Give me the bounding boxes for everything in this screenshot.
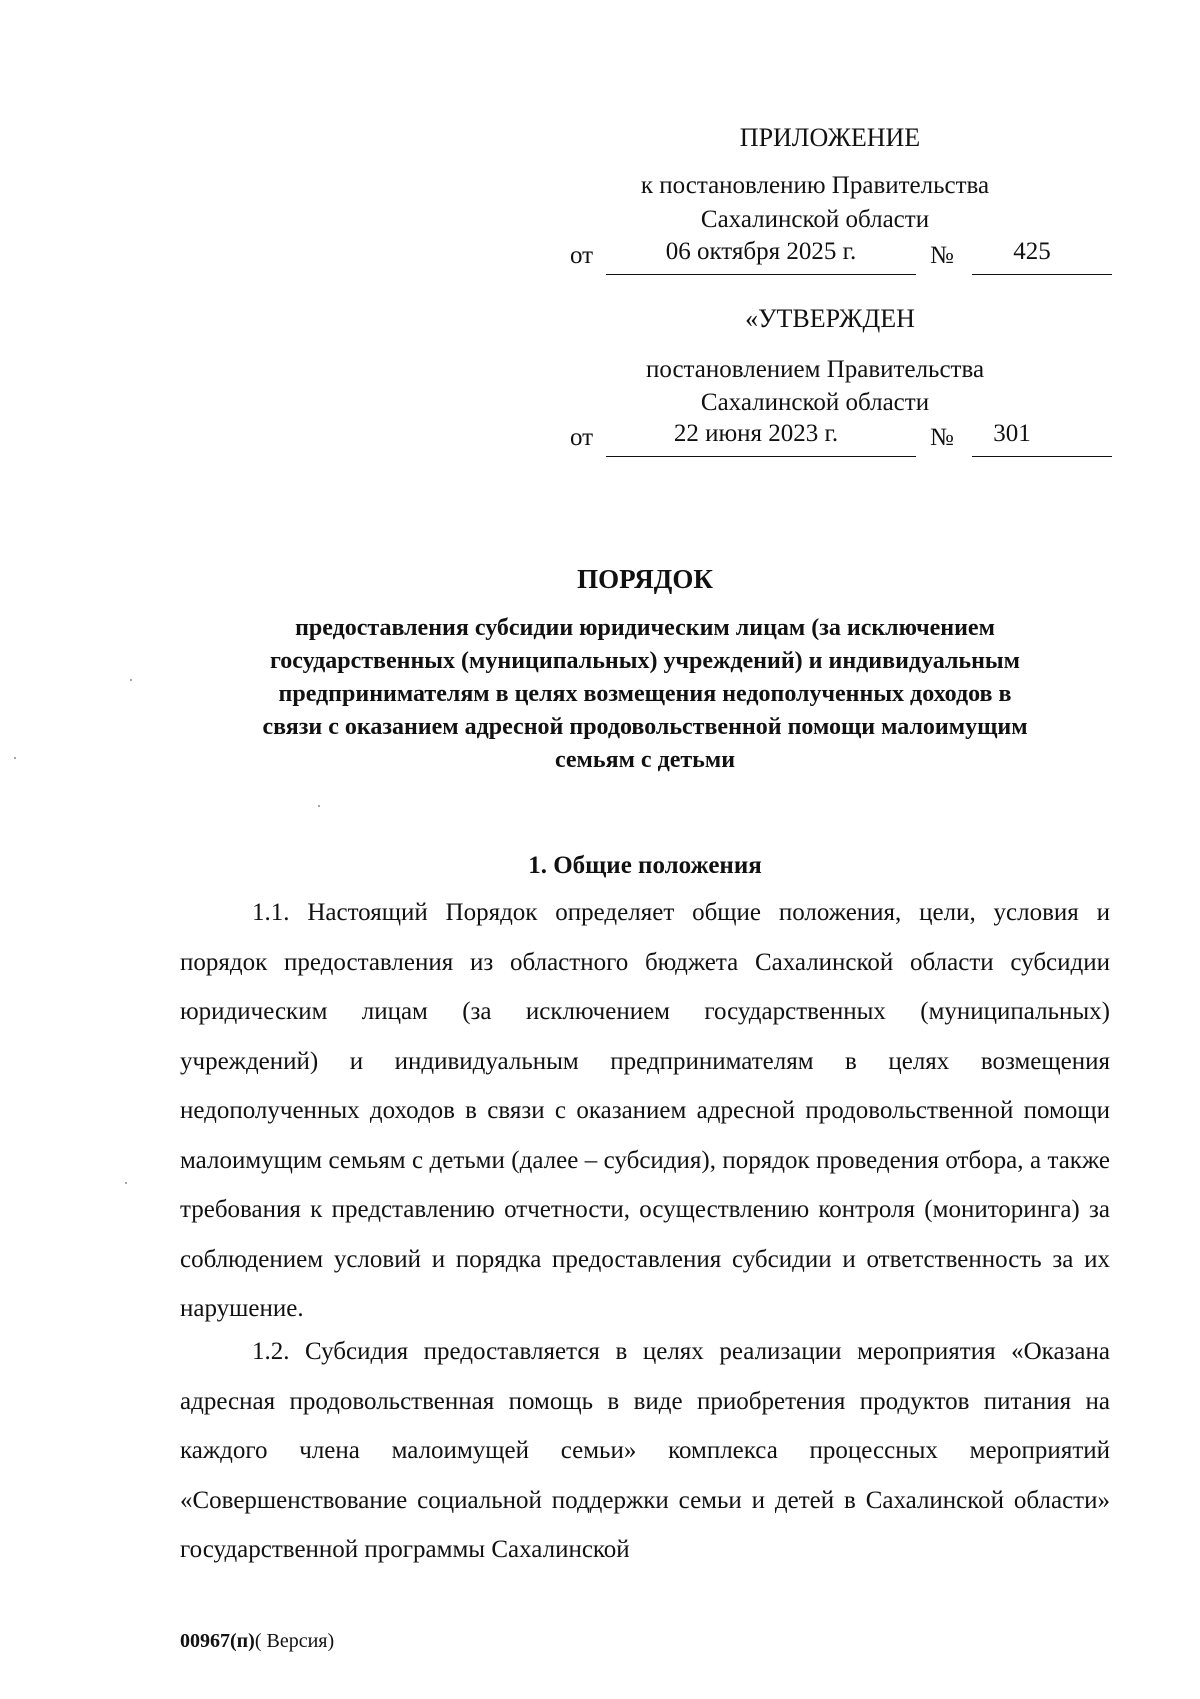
- scan-speck: [130, 679, 132, 681]
- appendix-resolution-line1: к постановлению Правительства: [640, 172, 990, 199]
- approved-number: 301: [993, 420, 1031, 447]
- approved-number-sign: №: [930, 424, 954, 451]
- paragraph-1-2: 1.2. Субсидия предоставляется в целях реализации мероприятия «Оказана адресная продовольственная помощь в виде приобретения продуктов питания на каждого члена малоимущей семьи» комплекса процессных мероприятий «Совершенствование социальной поддержки семьи и детей в Сахалинской области» государственной программы Сахалинской: [180, 1338, 1110, 1563]
- subtitle-line-1: предоставления субсидии юридическим лицам (за исключением: [295, 615, 995, 641]
- subtitle-line-5: семьям с детьми: [554, 747, 736, 773]
- appendix-date: 06 октября 2025 г.: [665, 238, 857, 265]
- approved-from-label: от: [570, 424, 594, 451]
- appendix-heading: ПРИЛОЖЕНИЕ: [739, 123, 921, 152]
- subtitle-line-2: государственных (муниципальных) учреждений) и индивидуальным: [269, 648, 1021, 674]
- approved-line2: Сахалинской области: [700, 389, 930, 416]
- appendix-resolution-line2: Сахалинской области: [700, 206, 930, 233]
- appendix-number-sign: №: [930, 242, 954, 269]
- section-heading: 1. Общие положения: [528, 852, 762, 879]
- appendix-number: 425: [1013, 238, 1051, 265]
- scan-speck: [318, 805, 320, 807]
- approved-line1: постановлением Правительства: [645, 356, 985, 383]
- approved-date: 22 июня 2023 г.: [673, 420, 839, 447]
- subtitle-line-3: предпринимателям в целях возмещения недополученных доходов в: [278, 681, 1012, 707]
- approved-heading: «УТВЕРЖДЕН: [745, 304, 915, 333]
- subtitle-line-4: связи с оказанием адресной продовольственной помощи малоимущим: [262, 714, 1028, 740]
- scan-speck: [14, 757, 16, 759]
- document-version: ( Версия): [254, 1630, 335, 1652]
- document-code: 00967(п): [180, 1630, 255, 1652]
- scan-speck: [125, 1182, 127, 1184]
- document-title: ПОРЯДОК: [577, 564, 713, 594]
- document-footer: [180, 1628, 334, 1654]
- document-subtitle: [200, 612, 1090, 777]
- paragraph-1-1: 1.1. Настоящий Порядок определяет общие положения, цели, условия и порядок предоставления из областного бюджета Сахалинской области субсидии юридическим лицам (за исключением государственных (муниципальных) учреждений) и индивидуальным предпринимателям в целях возмещения недополученных доходов в связи с оказанием адресной продовольственной помощи малоимущим семьям с детьми (далее – субсидия), порядок проведения отбора, а также требования к представлению отчетности, осуществлению контроля (мониторинга) за соблюдением условий и порядка предоставления субсидии и ответственность за их нарушение.: [180, 899, 1110, 1322]
- appendix-from-label: от: [570, 242, 594, 269]
